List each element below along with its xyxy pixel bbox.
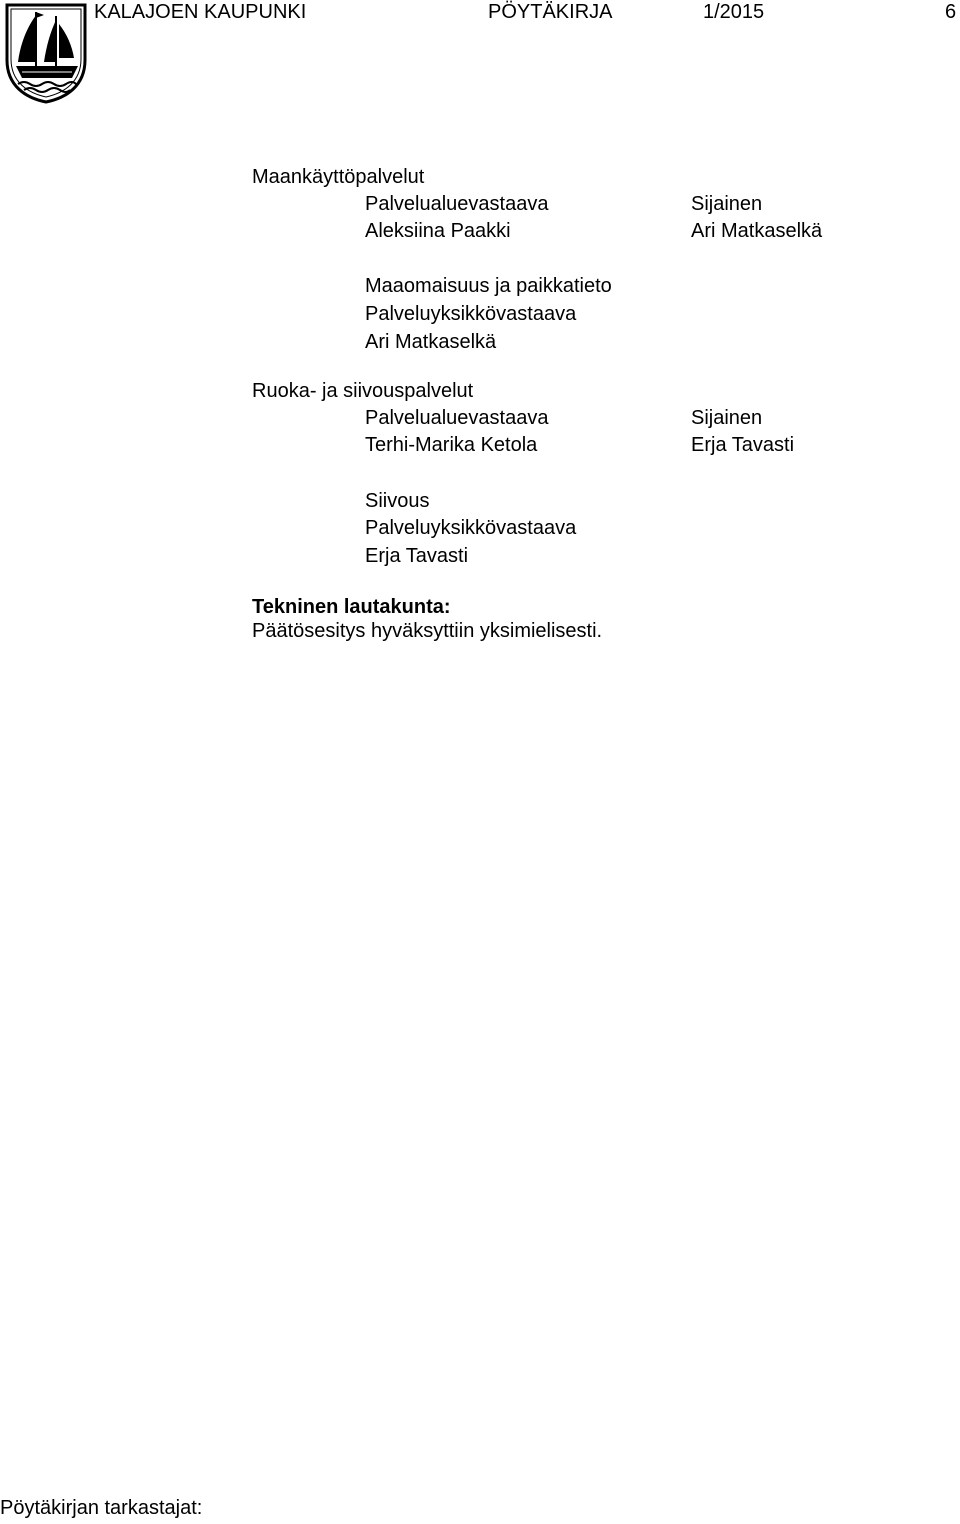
document-number: 1/2015 (703, 1, 765, 23)
section-heading-siivous: Siivous (365, 490, 430, 512)
decision-text: Päätösesitys hyväksyttiin yksimielisesti. (252, 620, 603, 642)
substitute-label: Sijainen (691, 193, 763, 215)
section-heading-maaomaisuus: Maaomaisuus ja paikkatieto (365, 275, 612, 297)
role-palveluyksikkovastaava: Palveluyksikkövastaava (365, 303, 577, 325)
document-type: PÖYTÄKIRJA (488, 1, 613, 23)
role-palveluyksikkovastaava: Palveluyksikkövastaava (365, 517, 577, 539)
section-heading-ruoka: Ruoka- ja siivouspalvelut (252, 380, 474, 402)
ship-coat-of-arms-icon (4, 2, 88, 104)
reviewers-label: Pöytäkirjan tarkastajat: (0, 1497, 203, 1519)
person-name: Ari Matkaselkä (365, 331, 497, 353)
section-heading-maankayttopalvelut: Maankäyttöpalvelut (252, 166, 425, 188)
substitute-name: Ari Matkaselkä (691, 220, 823, 242)
substitute-label: Sijainen (691, 407, 763, 429)
municipality-name: KALAJOEN KAUPUNKI (94, 1, 307, 23)
person-name: Terhi-Marika Ketola (365, 434, 538, 456)
decision-board: Tekninen lautakunta: (252, 596, 451, 618)
person-name: Aleksiina Paakki (365, 220, 511, 242)
substitute-name: Erja Tavasti (691, 434, 795, 456)
page-number: 6 (945, 1, 957, 23)
role-palvelualuevastaava: Palvelualuevastaava (365, 407, 549, 429)
role-palvelualuevastaava: Palvelualuevastaava (365, 193, 549, 215)
person-name: Erja Tavasti (365, 545, 469, 567)
